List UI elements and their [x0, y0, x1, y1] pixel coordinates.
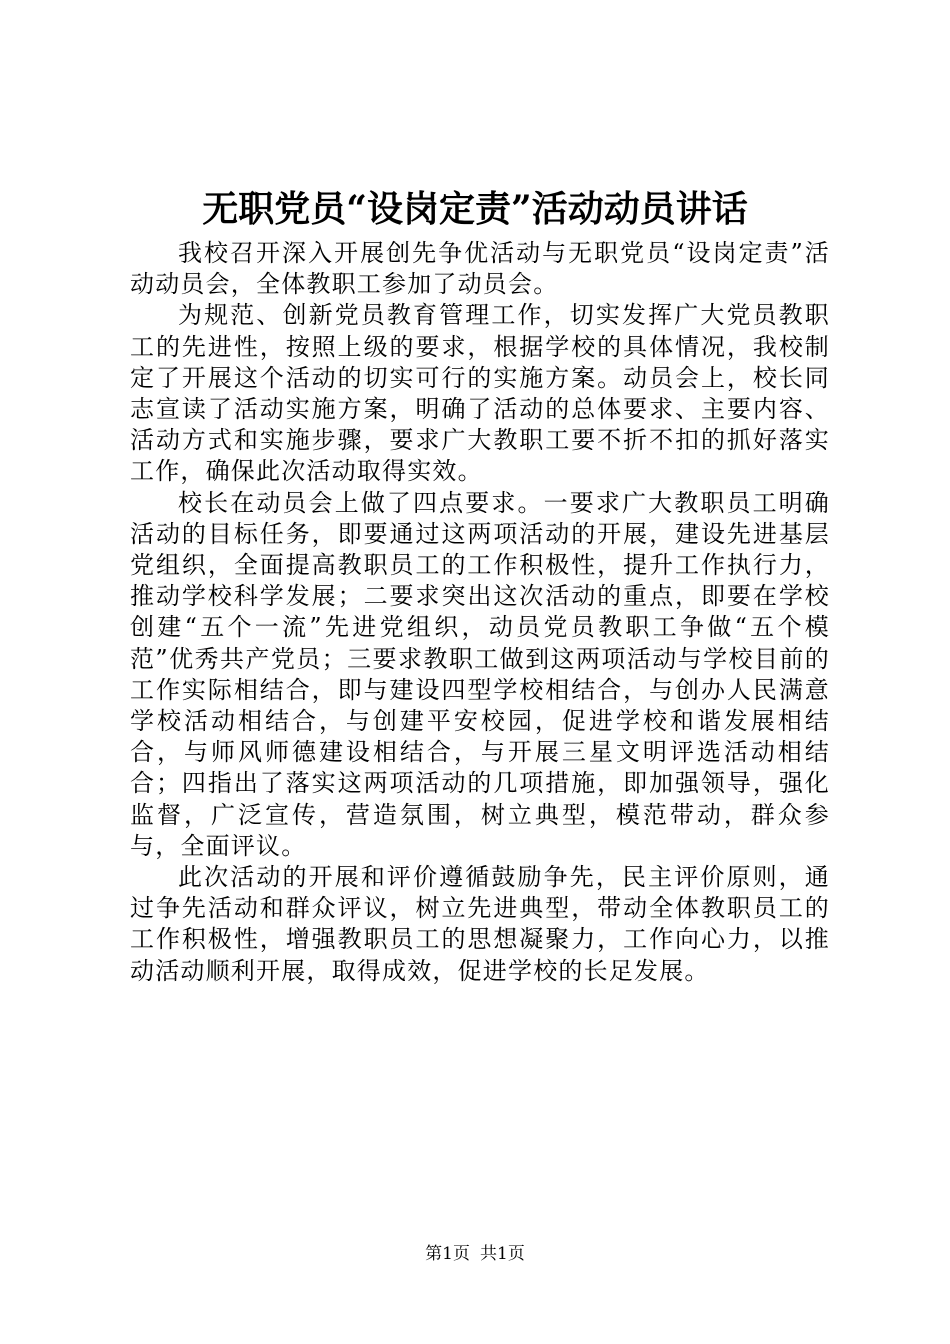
page-footer — [0, 1242, 950, 1266]
document-body — [130, 238, 830, 987]
page-number: 第1页 — [425, 1244, 470, 1264]
paragraph-2: 为规范、创新党员教育管理工作，切实发挥广大党员教职工的先进性，按照上级的要求，根据学校的具体情况，我校制定了开展这个活动的切实可行的实施方案。动员会上，校长同志宣读了活动实施方案，明确了活动的总体要求、主要内容、活动方式和实施步骤，要求广大教职工要不折不扣的抓好落实工作，确保此次活动取得实效。 — [130, 301, 830, 486]
paragraph-4: 此次活动的开展和评价遵循鼓励争先，民主评价原则，通过争先活动和群众评议，树立先进典型，带动全体教职员工的工作积极性，增强教职员工的思想凝聚力，工作向心力，以推动活动顺利开展，取得成效，促进学校的长足发展。 — [130, 863, 830, 985]
paragraph-3: 校长在动员会上做了四点要求。一要求广大教职员工明确活动的目标任务，即要通过这两项活动的开展，建设先进基层党组织，全面提高教职员工的工作积极性，提升工作执行力，推动学校科学发展；二要求突出这次活动的重点，即要在学校创建“五个一流”先进党组织，动员党员教职工争做“五个模范”优秀共产党员；三要求教职工做到这两项活动与学校目前的工作实际相结合，即与建设四型学校相结合，与创办人民满意学校活动相结合，与创建平安校园，促进学校和谐发展相结合，与师风师德建设相结合，与开展三星文明评选活动相结合；四指出了落实这两项活动的几项措施，即加强领导，强化监督，广泛宣传，营造氛围，树立典型，模范带动，群众参与，全面评议。 — [130, 488, 830, 860]
document-title: 无职党员“设岗定责”活动动员讲话 — [202, 188, 748, 230]
paragraph-1: 我校召开深入开展创先争优活动与无职党员“设岗定责”活动动员会，全体教职工参加了动员会。 — [130, 239, 830, 299]
page-total: 共1页 — [480, 1244, 525, 1264]
